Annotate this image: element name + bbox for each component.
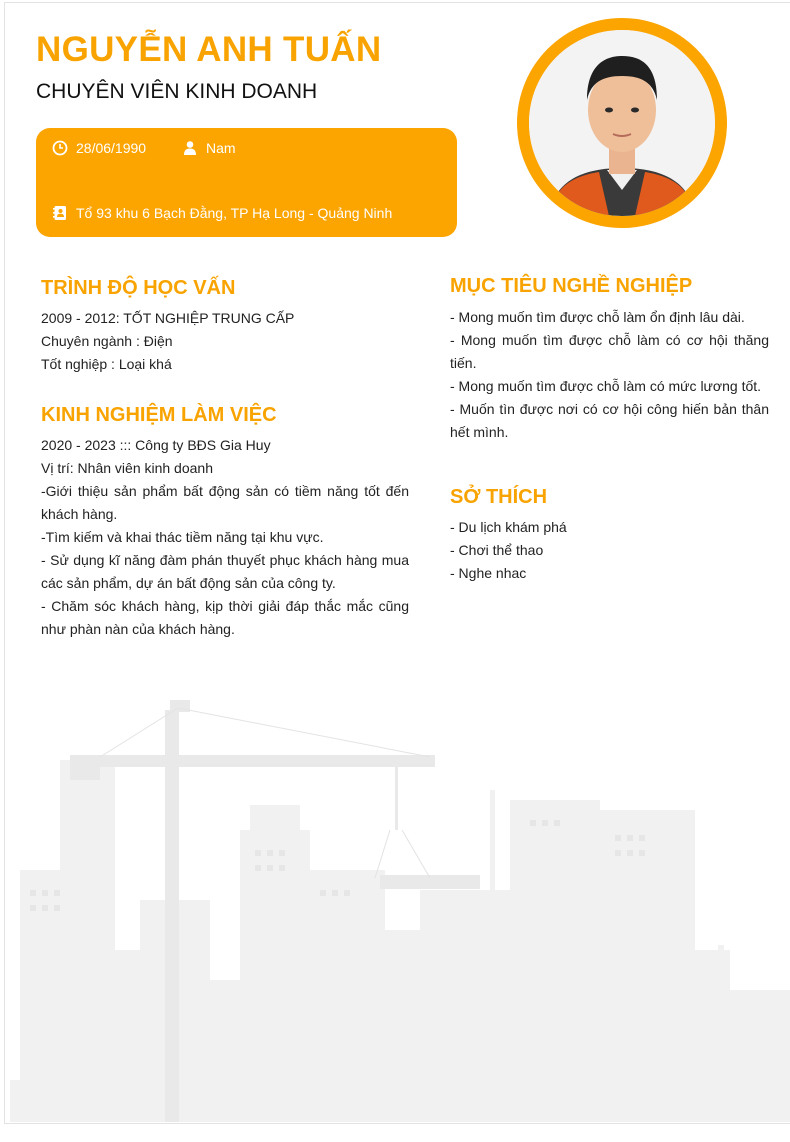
objective-line: - Muốn tìn được nơi có cơ hội công hiến bản thân hết mình. <box>450 401 769 440</box>
user-icon <box>182 140 198 156</box>
education-line: 2009 - 2012: TỐT NGHIỆP TRUNG CẤP <box>41 310 295 326</box>
job-title: CHUYÊN VIÊN KINH DOANH <box>36 80 318 103</box>
experience-line: 2020 - 2023 ::: Công ty BĐS Gia Huy <box>41 437 271 453</box>
experience-line: Vị trí: Nhân viên kinh doanh <box>41 460 213 476</box>
personal-info-box <box>36 128 457 237</box>
city-skyline-illustration <box>10 700 790 1122</box>
birthday-text: 28/06/1990 <box>76 140 147 156</box>
experience-content <box>41 434 409 641</box>
education-line: Chuyên ngành : Điện <box>41 333 173 349</box>
gender-text: Nam <box>206 140 236 156</box>
experience-line: -Tìm kiếm và khai thác tiềm năng tại khu vực. <box>41 529 324 545</box>
address-item <box>52 205 392 221</box>
experience-line: -Giới thiệu sản phẩm bất động sản có tiềm năng tốt đến khách hàng. <box>41 483 409 522</box>
objective-content <box>450 306 769 444</box>
address-text: Tổ 93 khu 6 Bạch Đằng, TP Hạ Long - Quảng Ninh <box>76 205 393 221</box>
profile-photo-frame <box>517 18 727 228</box>
hobbies-title: SỞ THÍCH <box>450 486 548 508</box>
objective-line: - Mong muốn tìm được chỗ làm có mức lương tốt. <box>450 378 762 394</box>
hobby-line: - Du lịch khám phá <box>450 519 567 535</box>
clock-icon <box>52 140 68 156</box>
hobby-line: - Nghe nhac <box>450 565 527 581</box>
hobbies-content <box>450 516 769 585</box>
candidate-name: NGUYỄN ANH TUẤN <box>36 30 382 69</box>
objective-line: - Mong muốn tìm được chỗ làm ổn định lâu dài. <box>450 309 745 325</box>
objective-title: MỤC TIÊU NGHỀ NGHIỆP <box>450 275 693 297</box>
gender-item <box>182 140 236 156</box>
experience-line: - Sử dụng kĩ năng đàm phán thuyết phục khách hàng mua các sản phẩm, dự án bất động sản của công ty. <box>41 552 409 591</box>
education-line: Tốt nghiệp : Loại khá <box>41 356 172 372</box>
profile-photo <box>529 30 715 216</box>
education-content <box>41 307 409 376</box>
address-book-icon <box>52 205 68 221</box>
objective-line: - Mong muốn tìm được chỗ làm có cơ hội thăng tiến. <box>450 332 769 371</box>
experience-line: - Chăm sóc khách hàng, kịp thời giải đáp thắc mắc cũng như phàn nàn của khách hàng. <box>41 598 409 637</box>
experience-title: KINH NGHIỆM LÀM VIỆC <box>41 404 277 426</box>
education-title: TRÌNH ĐỘ HỌC VẤN <box>41 277 236 299</box>
hobby-line: - Chơi thể thao <box>450 542 544 558</box>
birthday-item <box>52 140 146 156</box>
